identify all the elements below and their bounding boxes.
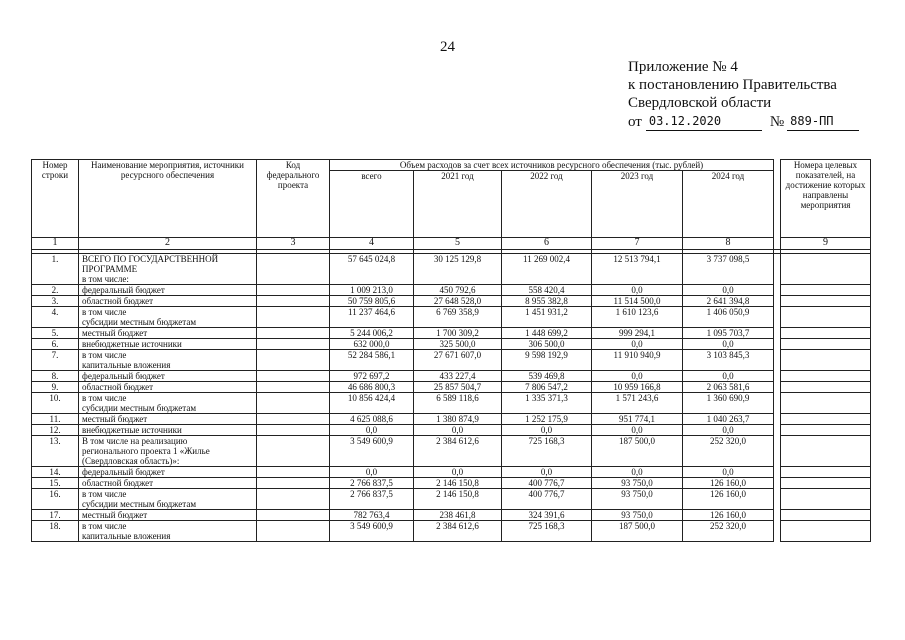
cell-no: 11. — [32, 414, 79, 425]
cell-y2024: 1 040 263,7 — [683, 414, 774, 425]
table-body — [32, 254, 871, 542]
cell-name: в том числе капитальные вложения — [79, 521, 257, 542]
header-volume: Объем расходов за счет всех источников ресурсного обеспечения (тыс. рублей) — [330, 160, 774, 171]
cell-name: ВСЕГО ПО ГОСУДАРСТВЕННОЙ ПРОГРАММЕ в том числе: — [79, 254, 257, 285]
table-row — [32, 425, 871, 436]
cell-y2022: 11 269 002,4 — [502, 254, 592, 285]
cell-name: областной бюджет — [79, 478, 257, 489]
column-number: 6 — [502, 238, 592, 250]
cell-total: 3 549 600,9 — [330, 521, 414, 542]
appendix-date-line — [628, 112, 859, 131]
column-number: 3 — [257, 238, 330, 250]
cell-name: федеральный бюджет — [79, 371, 257, 382]
cell-y2021: 0,0 — [414, 425, 502, 436]
cell-y2024: 1 095 703,7 — [683, 328, 774, 339]
cell-targets — [781, 489, 871, 510]
cell-total: 0,0 — [330, 425, 414, 436]
cell-y2021: 30 125 129,8 — [414, 254, 502, 285]
column-number: 5 — [414, 238, 502, 250]
cell-y2024: 0,0 — [683, 339, 774, 350]
cell-y2023: 1 610 123,6 — [592, 307, 683, 328]
cell-name: в том числе субсидии местным бюджетам — [79, 307, 257, 328]
cell-targets — [781, 328, 871, 339]
cell-name: областной бюджет — [79, 382, 257, 393]
table-row — [32, 285, 871, 296]
from-label: от — [628, 114, 642, 130]
cell-total: 5 244 006,2 — [330, 328, 414, 339]
cell-name: местный бюджет — [79, 510, 257, 521]
cell-code — [257, 510, 330, 521]
cell-total: 782 763,4 — [330, 510, 414, 521]
cell-code — [257, 478, 330, 489]
cell-y2021: 450 792,6 — [414, 285, 502, 296]
cell-total: 4 625 088,6 — [330, 414, 414, 425]
cell-y2023: 12 513 794,1 — [592, 254, 683, 285]
cell-y2023: 0,0 — [592, 425, 683, 436]
cell-total: 50 759 805,6 — [330, 296, 414, 307]
cell-y2024: 0,0 — [683, 467, 774, 478]
table-row — [32, 382, 871, 393]
cell-total: 2 766 837,5 — [330, 478, 414, 489]
cell-y2024: 126 160,0 — [683, 510, 774, 521]
cell-name: областной бюджет — [79, 296, 257, 307]
cell-y2021: 238 461,8 — [414, 510, 502, 521]
cell-name: федеральный бюджет — [79, 285, 257, 296]
cell-y2023: 10 959 166,8 — [592, 382, 683, 393]
column-number: 7 — [592, 238, 683, 250]
cell-y2024: 3 737 098,5 — [683, 254, 774, 285]
cell-y2023: 93 750,0 — [592, 478, 683, 489]
cell-targets — [781, 521, 871, 542]
cell-code — [257, 382, 330, 393]
cell-no: 3. — [32, 296, 79, 307]
cell-targets — [781, 393, 871, 414]
header-total: всего — [330, 171, 414, 238]
header-project-code: Код федерального проекта — [257, 160, 330, 238]
cell-y2022: 324 391,6 — [502, 510, 592, 521]
appendix-title: Приложение № 4 — [628, 59, 738, 75]
cell-code — [257, 521, 330, 542]
cell-y2021: 25 857 504,7 — [414, 382, 502, 393]
cell-name: внебюджетные источники — [79, 425, 257, 436]
cell-y2024: 2 063 581,6 — [683, 382, 774, 393]
cell-y2023: 11 514 500,0 — [592, 296, 683, 307]
cell-y2023: 951 774,1 — [592, 414, 683, 425]
cell-y2023: 93 750,0 — [592, 510, 683, 521]
cell-y2022: 0,0 — [502, 425, 592, 436]
cell-targets — [781, 350, 871, 371]
cell-y2021: 325 500,0 — [414, 339, 502, 350]
resolution-number: 889-ПП — [787, 112, 859, 131]
cell-y2022: 1 252 175,9 — [502, 414, 592, 425]
table-row — [32, 339, 871, 350]
table-row — [32, 393, 871, 414]
cell-y2021: 2 384 612,6 — [414, 521, 502, 542]
table-row — [32, 414, 871, 425]
number-label: № — [769, 114, 785, 130]
cell-no: 15. — [32, 478, 79, 489]
cell-targets — [781, 339, 871, 350]
table-row — [32, 521, 871, 542]
cell-y2024: 2 641 394,8 — [683, 296, 774, 307]
cell-no: 7. — [32, 350, 79, 371]
cell-code — [257, 371, 330, 382]
cell-y2024: 3 103 845,3 — [683, 350, 774, 371]
cell-y2021: 1 380 874,9 — [414, 414, 502, 425]
cell-y2023: 93 750,0 — [592, 489, 683, 510]
cell-y2023: 0,0 — [592, 467, 683, 478]
cell-code — [257, 307, 330, 328]
cell-y2024: 252 320,0 — [683, 436, 774, 467]
table-row — [32, 371, 871, 382]
cell-code — [257, 339, 330, 350]
cell-y2024: 0,0 — [683, 371, 774, 382]
column-number: 9 — [781, 238, 871, 250]
cell-y2024: 1 406 050,9 — [683, 307, 774, 328]
header-2024: 2024 год — [683, 171, 774, 238]
cell-total: 57 645 024,8 — [330, 254, 414, 285]
table-row — [32, 254, 871, 285]
cell-targets — [781, 254, 871, 285]
cell-code — [257, 285, 330, 296]
cell-no: 5. — [32, 328, 79, 339]
cell-y2022: 306 500,0 — [502, 339, 592, 350]
cell-y2021: 1 700 309,2 — [414, 328, 502, 339]
table-row — [32, 510, 871, 521]
cell-no: 16. — [32, 489, 79, 510]
cell-targets — [781, 414, 871, 425]
cell-targets — [781, 285, 871, 296]
cell-total: 632 000,0 — [330, 339, 414, 350]
cell-targets — [781, 510, 871, 521]
cell-y2023: 999 294,1 — [592, 328, 683, 339]
cell-y2021: 0,0 — [414, 467, 502, 478]
cell-code — [257, 436, 330, 467]
cell-total: 2 766 837,5 — [330, 489, 414, 510]
cell-y2024: 0,0 — [683, 285, 774, 296]
cell-name: в том числе субсидии местным бюджетам — [79, 489, 257, 510]
cell-y2022: 539 469,8 — [502, 371, 592, 382]
cell-y2024: 0,0 — [683, 425, 774, 436]
cell-targets — [781, 436, 871, 467]
cell-no: 8. — [32, 371, 79, 382]
cell-code — [257, 350, 330, 371]
cell-no: 10. — [32, 393, 79, 414]
cell-code — [257, 393, 330, 414]
cell-y2022: 1 335 371,3 — [502, 393, 592, 414]
cell-total: 46 686 800,3 — [330, 382, 414, 393]
cell-no: 4. — [32, 307, 79, 328]
table-row — [32, 307, 871, 328]
table-row — [32, 478, 871, 489]
cell-total: 3 549 600,9 — [330, 436, 414, 467]
cell-no: 14. — [32, 467, 79, 478]
cell-name: местный бюджет — [79, 328, 257, 339]
table-row — [32, 467, 871, 478]
cell-targets — [781, 478, 871, 489]
cell-y2022: 400 776,7 — [502, 478, 592, 489]
expenditure-table — [31, 159, 871, 542]
appendix-resolution-line: к постановлению Правительства — [628, 77, 837, 93]
cell-total: 10 856 424,4 — [330, 393, 414, 414]
cell-code — [257, 296, 330, 307]
cell-targets — [781, 382, 871, 393]
cell-y2021: 2 384 612,6 — [414, 436, 502, 467]
header-2021: 2021 год — [414, 171, 502, 238]
column-number: 4 — [330, 238, 414, 250]
appendix-region-line: Свердловской области — [628, 95, 772, 111]
cell-y2024: 252 320,0 — [683, 521, 774, 542]
cell-y2022: 8 955 382,8 — [502, 296, 592, 307]
header-2022: 2022 год — [502, 171, 592, 238]
cell-y2021: 2 146 150,8 — [414, 478, 502, 489]
cell-no: 2. — [32, 285, 79, 296]
cell-total: 11 237 464,6 — [330, 307, 414, 328]
header-2023: 2023 год — [592, 171, 683, 238]
cell-no: 17. — [32, 510, 79, 521]
cell-targets — [781, 371, 871, 382]
appendix-header — [628, 58, 859, 131]
cell-code — [257, 467, 330, 478]
cell-name: в том числе субсидии местным бюджетам — [79, 393, 257, 414]
cell-y2021: 2 146 150,8 — [414, 489, 502, 510]
cell-y2023: 11 910 940,9 — [592, 350, 683, 371]
cell-y2023: 0,0 — [592, 339, 683, 350]
cell-y2022: 7 806 547,2 — [502, 382, 592, 393]
cell-y2024: 126 160,0 — [683, 478, 774, 489]
column-number: 8 — [683, 238, 774, 250]
table-row — [32, 296, 871, 307]
cell-y2022: 725 168,3 — [502, 436, 592, 467]
cell-code — [257, 425, 330, 436]
cell-no: 1. — [32, 254, 79, 285]
column-number-row — [32, 238, 871, 250]
cell-y2021: 433 227,4 — [414, 371, 502, 382]
cell-targets — [781, 425, 871, 436]
header-target-indicators: Номера целевых показателей, на достижение которых направлены мероприятия — [781, 160, 871, 238]
cell-no: 6. — [32, 339, 79, 350]
page-number: 24 — [440, 39, 455, 55]
cell-y2024: 126 160,0 — [683, 489, 774, 510]
cell-targets — [781, 307, 871, 328]
cell-targets — [781, 467, 871, 478]
cell-code — [257, 489, 330, 510]
cell-y2021: 27 671 607,0 — [414, 350, 502, 371]
table-row — [32, 328, 871, 339]
cell-total: 972 697,2 — [330, 371, 414, 382]
cell-y2022: 725 168,3 — [502, 521, 592, 542]
cell-y2024: 1 360 690,9 — [683, 393, 774, 414]
header-row-number: Номер строки — [32, 160, 79, 238]
cell-y2022: 9 598 192,9 — [502, 350, 592, 371]
column-number: 2 — [79, 238, 257, 250]
cell-y2022: 400 776,7 — [502, 489, 592, 510]
cell-no: 13. — [32, 436, 79, 467]
cell-y2022: 558 420,4 — [502, 285, 592, 296]
cell-y2021: 6 589 118,6 — [414, 393, 502, 414]
table-row — [32, 436, 871, 467]
cell-y2022: 0,0 — [502, 467, 592, 478]
cell-y2023: 1 571 243,6 — [592, 393, 683, 414]
cell-name: федеральный бюджет — [79, 467, 257, 478]
header-name: Наименование мероприятия, источники ресурсного обеспечения — [79, 160, 257, 238]
cell-total: 52 284 586,1 — [330, 350, 414, 371]
cell-name: в том числе капитальные вложения — [79, 350, 257, 371]
cell-name: внебюджетные источники — [79, 339, 257, 350]
cell-y2021: 27 648 528,0 — [414, 296, 502, 307]
resolution-date: 03.12.2020 — [646, 112, 762, 131]
cell-code — [257, 328, 330, 339]
cell-no: 9. — [32, 382, 79, 393]
table-row — [32, 350, 871, 371]
cell-no: 12. — [32, 425, 79, 436]
column-number: 1 — [32, 238, 79, 250]
cell-name: В том числе на реализацию регионального проекта 1 «Жилье (Свердловская область)»: — [79, 436, 257, 467]
cell-y2022: 1 451 931,2 — [502, 307, 592, 328]
cell-y2022: 1 448 699,2 — [502, 328, 592, 339]
cell-code — [257, 254, 330, 285]
cell-total: 0,0 — [330, 467, 414, 478]
cell-name: местный бюджет — [79, 414, 257, 425]
cell-no: 18. — [32, 521, 79, 542]
cell-total: 1 009 213,0 — [330, 285, 414, 296]
cell-y2023: 0,0 — [592, 285, 683, 296]
cell-code — [257, 414, 330, 425]
table-row — [32, 489, 871, 510]
cell-y2021: 6 769 358,9 — [414, 307, 502, 328]
cell-y2023: 0,0 — [592, 371, 683, 382]
cell-y2023: 187 500,0 — [592, 436, 683, 467]
cell-targets — [781, 296, 871, 307]
cell-y2023: 187 500,0 — [592, 521, 683, 542]
